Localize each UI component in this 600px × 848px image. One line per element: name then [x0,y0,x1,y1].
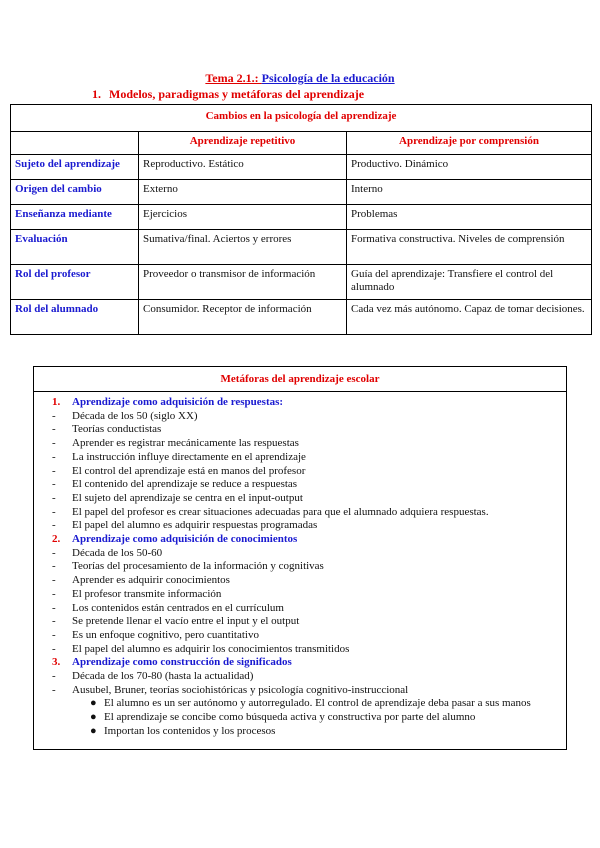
list-item [52,588,558,602]
dash-marker: - [52,409,56,422]
dash-marker: - [52,628,56,641]
list-item [52,602,558,616]
bullet-item-text: El alumno es un ser autónomo y autorregulado. El control de aprendizaje deba pasar a sus manos [104,697,531,710]
cell-repetitivo: Externo [139,180,347,205]
metaphors-list [34,392,566,749]
list-item [52,437,558,451]
row-label: Sujeto del aprendizaje [11,155,139,180]
list-item [52,560,558,574]
cell-comprension: Cada vez más autónomo. Capaz de tomar decisiones. [347,300,592,335]
list-item [52,465,558,479]
cell-repetitivo: Consumidor. Receptor de información [139,300,347,335]
table-corner-cell [11,132,139,155]
section-number: 2. [52,533,61,546]
section-heading-text: Aprendizaje como adquisición de conocimientos [72,533,298,546]
list-item-text: Ausubel, Bruner, teorías sociohistóricas y psicología cognitivo-instruccional [72,683,409,696]
list-item [52,574,558,588]
dash-marker: - [52,505,56,518]
list-item-text: Se pretende llenar el vacío entre el input y el output [72,615,300,628]
bullet-item [52,697,558,711]
dash-marker: - [52,587,56,600]
table-row [11,265,592,300]
list-item [52,410,558,424]
list-item [52,615,558,629]
row-label: Evaluación [11,230,139,265]
dash-marker: - [52,601,56,614]
cell-repetitivo: Proveedor o transmisor de información [139,265,347,300]
section-heading-text: Aprendizaje como construcción de significados [72,656,292,669]
comparison-table [10,104,592,335]
list-item [52,629,558,643]
metaphors-title: Metáforas del aprendizaje escolar [34,367,566,392]
section-heading [52,533,558,547]
section-heading-text: Aprendizaje como adquisición de respuestas: [72,396,284,408]
list-item-text: Es un enfoque cognitivo, pero cuantitativo [72,628,259,641]
table-row [11,230,592,265]
col-header-comprension: Aprendizaje por comprensión [347,132,592,155]
dash-marker: - [52,546,56,559]
list-item [52,423,558,437]
list-item [52,519,558,533]
list-item [52,547,558,561]
dash-marker: - [52,464,56,477]
section-heading [52,656,558,670]
row-label: Enseñanza mediante [11,205,139,230]
list-item [52,492,558,506]
list-item-text: Teorías del procesamiento de la información y cognitivas [72,560,324,573]
title-link[interactable]: Psicología de la educación [261,71,395,85]
col-header-repetitivo: Aprendizaje repetitivo [139,132,347,155]
bullet-item-text: El aprendizaje se concibe como búsqueda activa y constructiva por parte del alumno [104,711,476,724]
bullet-item [52,711,558,725]
cell-repetitivo: Sumativa/final. Aciertos y errores [139,230,347,265]
list-item-text: Aprender es adquirir conocimientos [72,574,230,587]
list-item [52,643,558,657]
list-item [52,670,558,684]
dash-marker: - [52,560,56,573]
table-row [11,155,592,180]
cell-repetitivo: Ejercicios [139,205,347,230]
dash-marker: - [52,615,56,628]
list-item-text: La instrucción influye directamente en el aprendizaje [72,450,306,463]
list-item [52,684,558,698]
bullet-marker: ● [90,697,97,710]
dash-marker: - [52,491,56,504]
list-item-text: El sujeto del aprendizaje se centra en el input-output [72,491,303,504]
metaphors-box [33,366,567,750]
bullet-item-text: Importan los contenidos y los procesos [104,724,276,737]
row-label: Rol del profesor [11,265,139,300]
page-title [0,71,600,85]
title-prefix: Tema 2.1.: [205,71,262,85]
cell-comprension: Productivo. Dinámico [347,155,592,180]
bullet-item [52,725,558,739]
list-item-text: El control del aprendizaje está en manos del profesor [72,464,306,477]
list-item [52,478,558,492]
list-item-text: El contenido del aprendizaje se reduce a respuestas [72,478,298,491]
dash-marker: - [52,519,56,532]
dash-marker: - [52,423,56,436]
list-item-text: Aprender es registrar mecánicamente las respuestas [72,437,299,450]
table-row [11,180,592,205]
section-number: 1. [52,396,61,408]
section-heading [52,396,558,410]
list-item-text: Década de los 50 (siglo XX) [72,409,198,422]
dash-marker: - [52,574,56,587]
section-number: 3. [52,656,61,669]
dash-marker: - [52,642,56,655]
list-item-text: El papel del alumno es adquirir los conocimientos transmitidos [72,642,350,655]
dash-marker: - [52,683,56,696]
list-item-text: Teorías conductistas [72,423,162,436]
subtitle-text: Modelos, paradigmas y metáforas del aprendizaje [109,87,365,101]
subtitle-number: 1. [92,87,101,101]
row-label: Origen del cambio [11,180,139,205]
section-subtitle [92,87,364,101]
list-item-text: El papel del profesor es crear situaciones adecuadas para que el alumnado adquiera respuestas. [72,505,489,518]
cell-repetitivo: Reproductivo. Estático [139,155,347,180]
cell-comprension: Problemas [347,205,592,230]
table-row [11,300,592,335]
list-item-text: El papel del alumno es adquirir respuestas programadas [72,519,318,532]
list-item-text: El profesor transmite información [72,587,222,600]
list-item [52,451,558,465]
dash-marker: - [52,450,56,463]
list-item-text: Década de los 70-80 (hasta la actualidad) [72,670,254,683]
cell-comprension: Formativa constructiva. Niveles de comprensión [347,230,592,265]
row-label: Rol del alumnado [11,300,139,335]
dash-marker: - [52,478,56,491]
bullet-marker: ● [90,711,97,724]
bullet-marker: ● [90,724,97,737]
cell-comprension: Interno [347,180,592,205]
table-row [11,205,592,230]
dash-marker: - [52,437,56,450]
list-item-text: Los contenidos están centrados en el currículum [72,601,284,614]
list-item-text: Década de los 50-60 [72,546,163,559]
dash-marker: - [52,670,56,683]
table-caption: Cambios en la psicología del aprendizaje [11,105,592,132]
cell-comprension: Guía del aprendizaje: Transfiere el control del alumnado [347,265,592,300]
list-item [52,506,558,520]
